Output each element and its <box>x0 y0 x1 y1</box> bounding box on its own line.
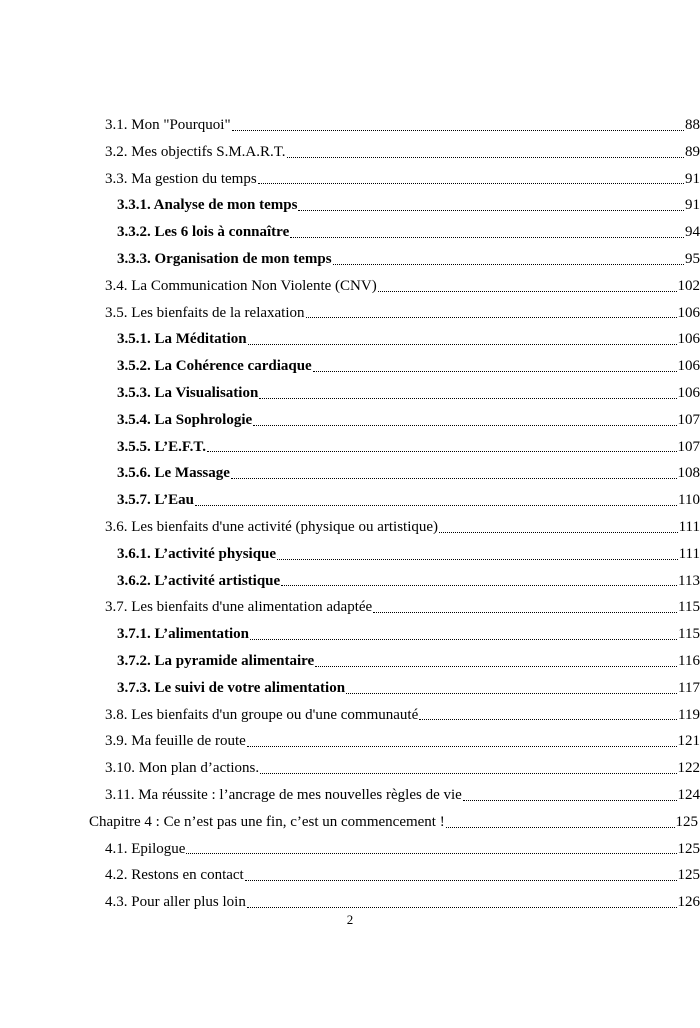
dot-leader <box>306 317 677 318</box>
toc-entry-row <box>105 139 700 166</box>
toc-entry-title: Chapitre 4 : Ce n’est pas une fin, c’est un commencement ! <box>89 813 445 830</box>
dot-leader <box>333 264 684 265</box>
toc-entry-page: 111 <box>678 545 700 562</box>
toc-entry[interactable] <box>0 246 700 273</box>
toc-entry-page: 115 <box>678 626 700 643</box>
toc-entry[interactable] <box>0 836 700 863</box>
toc-entry-row <box>117 460 700 487</box>
toc-entry-row <box>117 434 700 461</box>
toc-entry-title: 3.11. Ma réussite : l’ancrage de mes nouvelles règles de vie <box>105 786 462 803</box>
toc-entry-page: 111 <box>678 518 700 535</box>
toc-entry-title: 3.7.3. Le suivi de votre alimentation <box>117 679 346 696</box>
toc-entry-title: 3.4. La Communication Non Violente (CNV) <box>105 277 377 294</box>
toc-entry-row <box>117 326 700 353</box>
toc-entry-page: 91 <box>685 197 700 214</box>
toc-entry-page: 88 <box>685 117 700 133</box>
toc-entry-row <box>105 273 700 300</box>
toc-entry-row <box>105 782 700 809</box>
toc-entry[interactable] <box>0 621 700 648</box>
toc-entry[interactable] <box>0 166 700 193</box>
toc-entry[interactable] <box>0 139 700 166</box>
toc-entry-row <box>117 621 700 648</box>
toc-entry-row <box>117 541 700 568</box>
dot-leader <box>260 773 676 774</box>
toc-entry-row <box>105 300 700 327</box>
dot-leader <box>346 693 677 694</box>
toc-entry[interactable] <box>0 648 700 675</box>
toc-entry[interactable] <box>0 514 700 541</box>
dot-leader <box>419 719 677 720</box>
toc-entry-page: 106 <box>677 331 700 348</box>
toc-entry-row <box>117 380 700 407</box>
toc-entry-row <box>105 166 700 193</box>
toc-entry-row <box>117 192 700 219</box>
dot-leader <box>250 639 677 640</box>
toc-entry-page: 115 <box>678 599 700 616</box>
toc-entry-title: 4.1. Epilogue <box>105 840 186 857</box>
dot-leader <box>248 344 677 345</box>
toc-entry-title: 3.8. Les bienfaits d'un groupe ou d'une communauté <box>105 706 419 723</box>
dot-leader <box>287 157 684 158</box>
toc-entry-row <box>117 648 700 675</box>
dot-leader <box>259 398 676 399</box>
toc-entry[interactable] <box>0 728 700 755</box>
toc-entry-page: 102 <box>677 277 700 294</box>
toc-entry-page: 126 <box>677 894 700 911</box>
toc-entry-title: 3.3.3. Organisation de mon temps <box>117 250 332 267</box>
toc-entry[interactable] <box>0 809 700 836</box>
toc-entry-title: 3.5. Les bienfaits de la relaxation <box>105 304 305 321</box>
toc-entry-row <box>117 407 700 434</box>
toc-entry-row <box>105 755 700 782</box>
dot-leader <box>258 183 684 184</box>
toc-entry-page: 91 <box>685 170 700 187</box>
toc-entry-row <box>117 487 700 514</box>
dot-leader <box>373 612 677 613</box>
toc-entry-title: 3.10. Mon plan d’actions. <box>105 760 260 777</box>
toc-entry[interactable] <box>0 407 700 434</box>
dot-leader <box>446 827 675 828</box>
dot-leader <box>195 505 677 506</box>
dot-leader <box>463 800 677 801</box>
toc-entry-row <box>89 809 698 836</box>
toc-entry[interactable] <box>0 434 700 461</box>
dot-leader <box>439 532 678 533</box>
toc-entry-row <box>105 594 700 621</box>
toc-entry[interactable] <box>0 862 700 889</box>
toc-entry-title: 3.5.2. La Cohérence cardiaque <box>117 358 312 375</box>
dot-leader <box>313 371 677 372</box>
toc-entry-title: 3.3.1. Analyse de mon temps <box>117 197 298 214</box>
toc-entry-row <box>105 728 700 755</box>
toc-entry-row <box>105 862 700 889</box>
toc-entry-title: 3.1. Mon "Pourquoi" <box>105 117 231 133</box>
dot-leader <box>207 451 676 452</box>
dot-leader <box>253 425 676 426</box>
toc-entry-title: 3.9. Ma feuille de route <box>105 733 246 750</box>
toc-entry[interactable] <box>0 594 700 621</box>
toc-entry[interactable] <box>0 541 700 568</box>
toc-entry[interactable] <box>0 380 700 407</box>
toc-entry-row <box>105 702 700 729</box>
toc-entry-title: 3.5.4. La Sophrologie <box>117 411 253 428</box>
toc-entry[interactable] <box>0 487 700 514</box>
toc-entry[interactable] <box>0 702 700 729</box>
toc-entry-title: 3.5.1. La Méditation <box>117 331 247 348</box>
toc-entry-page: 122 <box>677 760 700 777</box>
dot-leader <box>231 478 677 479</box>
toc-entry[interactable] <box>0 755 700 782</box>
table-of-contents <box>0 112 700 916</box>
toc-entry-page: 108 <box>677 465 700 482</box>
toc-entry-page: 106 <box>677 358 700 375</box>
toc-entry-title: 3.3.2. Les 6 lois à connaître <box>117 224 290 241</box>
toc-entry-title: 3.3. Ma gestion du temps <box>105 170 257 187</box>
toc-entry-page: 89 <box>685 143 700 160</box>
dot-leader <box>232 130 684 131</box>
toc-entry[interactable] <box>0 460 700 487</box>
toc-entry-page: 106 <box>677 304 700 321</box>
toc-entry-title: 3.2. Mes objectifs S.M.A.R.T. <box>105 143 286 160</box>
toc-entry-title: 3.5.3. La Visualisation <box>117 384 259 401</box>
toc-entry-row <box>105 514 700 541</box>
toc-entry-title: 3.5.7. L’Eau <box>117 492 194 509</box>
dot-leader <box>245 880 677 881</box>
toc-entry[interactable] <box>0 192 700 219</box>
toc-entry-page: 124 <box>677 786 700 803</box>
toc-entry-page: 107 <box>677 411 700 428</box>
toc-entry-page: 95 <box>685 250 700 267</box>
toc-entry-page: 125 <box>677 867 700 884</box>
dot-leader <box>277 559 678 560</box>
toc-entry-page: 106 <box>677 384 700 401</box>
toc-entry-title: 3.5.5. L’E.F.T. <box>117 438 207 455</box>
dot-leader <box>290 237 684 238</box>
toc-entry-page: 125 <box>677 840 700 857</box>
toc-entry[interactable] <box>0 326 700 353</box>
toc-entry[interactable] <box>0 675 700 702</box>
dot-leader <box>247 907 677 908</box>
toc-entry[interactable] <box>0 300 700 327</box>
toc-entry-title: 3.6.1. L’activité physique <box>117 545 277 562</box>
toc-entry-row <box>117 675 700 702</box>
toc-entry-page: 116 <box>678 652 700 669</box>
toc-entry-title: 3.7.2. La pyramide alimentaire <box>117 652 315 669</box>
toc-entry-row <box>117 568 700 595</box>
toc-entry-page: 125 <box>675 813 698 830</box>
toc-entry[interactable] <box>0 353 700 380</box>
toc-entry-title: 3.7.1. L’alimentation <box>117 626 249 643</box>
toc-entry-row <box>105 112 700 139</box>
toc-entry-title: 3.5.6. Le Massage <box>117 465 230 482</box>
toc-entry-page: 94 <box>685 224 700 241</box>
toc-entry-page: 113 <box>678 572 700 589</box>
toc-entry-page: 110 <box>678 492 700 509</box>
dot-leader <box>186 853 676 854</box>
toc-entry-title: 4.2. Restons en contact <box>105 867 244 884</box>
dot-leader <box>378 291 677 292</box>
dot-leader <box>281 585 677 586</box>
toc-entry-row <box>105 836 700 863</box>
toc-entry-page: 117 <box>678 679 700 696</box>
toc-entry-title: 3.6. Les bienfaits d'une activité (physique ou artistique) <box>105 518 439 535</box>
toc-entry-title: 3.6.2. L’activité artistique <box>117 572 281 589</box>
toc-entry[interactable] <box>0 273 700 300</box>
toc-entry-row <box>117 353 700 380</box>
toc-entry-row <box>117 219 700 246</box>
toc-entry-row <box>117 246 700 273</box>
dot-leader <box>298 210 684 211</box>
toc-entry-page: 119 <box>678 706 700 723</box>
toc-entry-page: 107 <box>677 438 700 455</box>
page-number: 2 <box>346 912 354 927</box>
toc-entry[interactable] <box>0 219 700 246</box>
toc-entry[interactable] <box>0 112 700 139</box>
toc-entry-title: 3.7. Les bienfaits d'une alimentation adaptée <box>105 599 373 616</box>
toc-entry[interactable] <box>0 782 700 809</box>
dot-leader <box>315 666 677 667</box>
dot-leader <box>247 746 677 747</box>
toc-entry-page: 121 <box>677 733 700 750</box>
toc-entry-title: 4.3. Pour aller plus loin <box>105 894 246 911</box>
toc-entry[interactable] <box>0 568 700 595</box>
